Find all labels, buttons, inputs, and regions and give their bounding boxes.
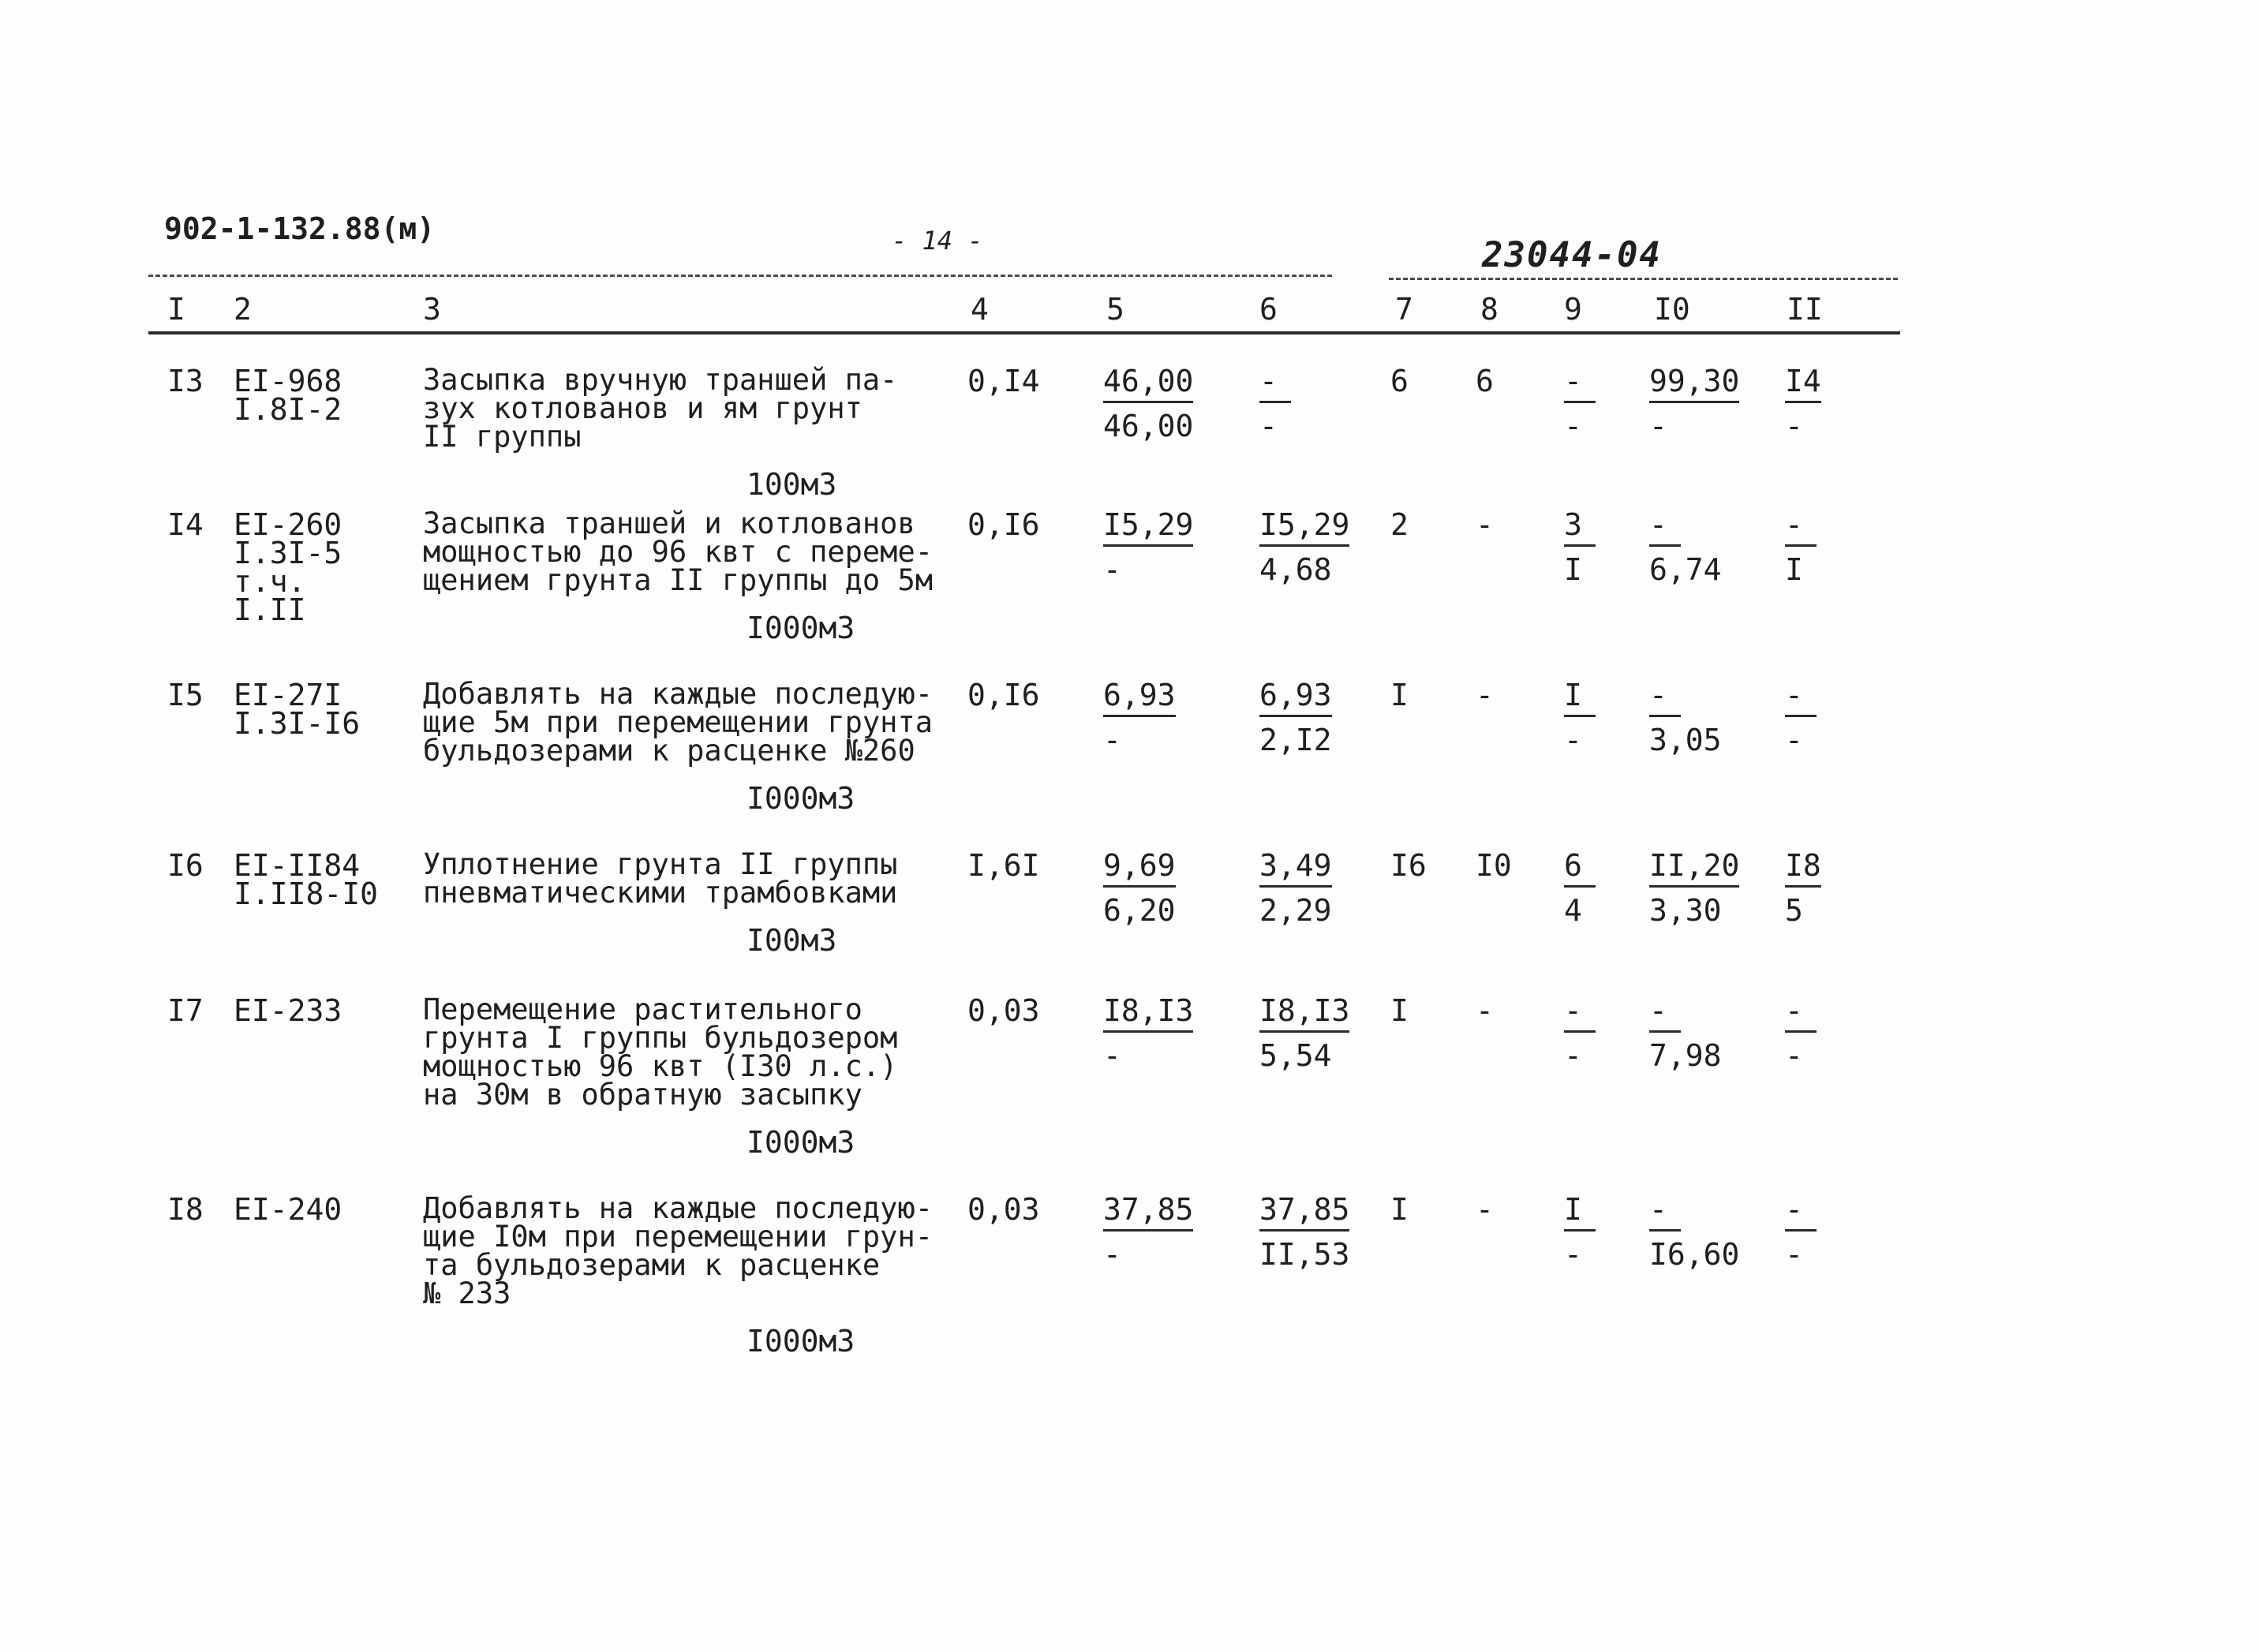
cost-fraction-c6: [1259, 507, 1350, 587]
fraction-top: I8,I3: [1103, 996, 1193, 1033]
measure-unit: 100м3: [746, 467, 837, 502]
fraction-top: -: [1785, 1194, 1817, 1232]
cost-fraction-c10: [1649, 1192, 1740, 1272]
labor-value: I6: [1390, 848, 1427, 883]
fraction-bottom: 2,I2: [1259, 723, 1332, 757]
work-description-line: Добавлять на каждые последую-: [423, 1191, 934, 1225]
document-code: 902-1-132.88(м): [164, 211, 436, 246]
work-description-line: № 233: [423, 1276, 511, 1310]
fraction-bottom: -: [1785, 1237, 1803, 1272]
work-description-line: грунта I группы бульдозером: [423, 1021, 898, 1055]
cost-fraction-c11: [1785, 848, 1872, 928]
fraction-bottom: -: [1564, 723, 1582, 757]
machine-labor-value: -: [1476, 507, 1494, 542]
fraction-top: I: [1564, 1194, 1596, 1232]
rate-code: I.II8-I0: [234, 876, 379, 911]
column-header-3: 3: [423, 292, 441, 327]
fraction-top: -: [1649, 680, 1681, 717]
column-header-9: 9: [1564, 292, 1582, 327]
cost-fraction-c11: [1785, 507, 1872, 587]
fraction-bottom: -: [1103, 1038, 1121, 1073]
fraction-top: 3: [1564, 510, 1596, 547]
rate-code: EI-968: [234, 364, 342, 398]
fraction-top: I: [1564, 680, 1596, 717]
archive-number: 23044-04: [1482, 235, 1662, 275]
cost-fraction-c10: [1649, 993, 1736, 1073]
fraction-top: I5,29: [1103, 510, 1193, 547]
measure-unit: I00м3: [746, 923, 837, 958]
quantity: 0,03: [967, 993, 1040, 1028]
fraction-bottom: 4,68: [1259, 552, 1332, 587]
rate-code: EI-240: [234, 1192, 342, 1227]
labor-value: I: [1390, 993, 1409, 1028]
fraction-bottom: I: [1785, 552, 1803, 587]
cost-fraction-c9: [1564, 848, 1651, 928]
rate-code: I.3I-I6: [234, 706, 361, 741]
fraction-bottom: -: [1785, 409, 1803, 443]
cost-fraction-c6: [1259, 1192, 1350, 1272]
row-number: I5: [167, 678, 204, 712]
cost-fraction-c10: [1649, 680, 1736, 755]
labor-value: I: [1390, 678, 1409, 712]
labor-value: 6: [1390, 364, 1409, 398]
fraction-top: -: [1785, 996, 1817, 1033]
fraction-bottom: 5: [1785, 893, 1803, 928]
fraction-top: I4: [1785, 366, 1821, 403]
fraction-top: I8: [1785, 850, 1821, 888]
fraction-top: -: [1785, 680, 1817, 717]
quantity: I,6I: [967, 848, 1040, 883]
rate-code: I.II: [234, 592, 306, 627]
rate-code: EI-260: [234, 507, 342, 542]
header-bottom-rule: [148, 331, 1900, 335]
fraction-bottom: -: [1785, 1038, 1803, 1073]
rate-code: I.8I-2: [234, 392, 342, 427]
rate-code: EI-233: [234, 993, 342, 1028]
work-description-line: Добавлять на каждые последую-: [423, 677, 934, 711]
quantity: 0,03: [967, 1192, 1040, 1227]
fraction-top: -: [1649, 996, 1681, 1033]
fraction-top: 6: [1564, 850, 1596, 888]
column-header-11: II: [1787, 292, 1823, 327]
column-header-1: I: [167, 292, 185, 327]
measure-unit: I000м3: [746, 611, 855, 645]
cost-fraction-c10: [1649, 848, 1740, 928]
page-number: - 14 -: [892, 226, 983, 256]
cost-fraction-c10: [1649, 507, 1736, 587]
fraction-bottom: 3,05: [1649, 723, 1722, 757]
cost-fraction-c9: [1564, 366, 1651, 441]
fraction-top: 6,93: [1103, 680, 1176, 717]
fraction-top: -: [1259, 366, 1291, 403]
work-description-line: щие I0м при перемещении грун-: [423, 1220, 934, 1254]
cost-fraction-c9: [1564, 993, 1651, 1073]
cost-fraction-c6: [1259, 993, 1350, 1073]
fraction-bottom: 3,30: [1649, 893, 1722, 928]
fraction-bottom: 46,00: [1103, 409, 1194, 443]
fraction-top: -: [1564, 996, 1596, 1033]
fraction-bottom: II,53: [1259, 1237, 1350, 1272]
column-header-8: 8: [1480, 292, 1499, 327]
fraction-bottom: I6,60: [1649, 1237, 1740, 1272]
work-description-line: Перемещение растительного: [423, 992, 862, 1026]
row-number: I8: [167, 1192, 204, 1227]
cost-fraction-c11: [1785, 680, 1872, 755]
work-description-line: мощностью 96 квт (I30 л.с.): [423, 1049, 898, 1083]
column-header-5: 5: [1106, 292, 1124, 327]
work-description-line: щие 5м при перемещении грунта: [423, 705, 934, 739]
fraction-bottom: -: [1564, 409, 1582, 443]
work-description-line: пневматическими трамбовками: [423, 876, 898, 910]
cost-fraction-c5: [1103, 993, 1194, 1073]
labor-value: 2: [1390, 507, 1409, 542]
fraction-bottom: -: [1259, 409, 1278, 443]
column-header-7: 7: [1395, 292, 1413, 327]
labor-value: I: [1390, 1192, 1409, 1227]
machine-labor-value: 6: [1476, 364, 1494, 398]
fraction-bottom: -: [1103, 1237, 1121, 1272]
cost-fraction-c11: [1785, 366, 1872, 441]
cost-fraction-c6: [1259, 366, 1346, 441]
cost-fraction-c5: [1103, 680, 1190, 755]
fraction-top: 37,85: [1259, 1194, 1349, 1232]
fraction-bottom: -: [1103, 552, 1121, 587]
page-number-value: 14: [922, 226, 953, 256]
quantity: 0,I6: [967, 507, 1040, 542]
work-description-line: II группы: [423, 420, 582, 454]
fraction-top: 37,85: [1103, 1194, 1193, 1232]
cost-fraction-c5: [1103, 507, 1194, 587]
measure-unit: I000м3: [746, 1324, 855, 1359]
column-header-10: I0: [1654, 292, 1690, 327]
cost-fraction-c5: [1103, 848, 1190, 928]
cost-fraction-c6: [1259, 680, 1346, 755]
fraction-top: I5,29: [1259, 510, 1349, 547]
work-description-line: мощностью до 96 квт с переме-: [423, 535, 934, 569]
fraction-bottom: -: [1785, 723, 1803, 757]
fraction-bottom: 7,98: [1649, 1038, 1722, 1073]
measure-unit: I000м3: [746, 1125, 855, 1160]
machine-labor-value: -: [1476, 993, 1494, 1028]
fraction-top: II,20: [1649, 850, 1739, 888]
work-description-line: зух котлованов и ям грунт: [423, 391, 862, 425]
cost-fraction-c9: [1564, 680, 1651, 755]
fraction-bottom: I: [1564, 552, 1582, 587]
machine-labor-value: I0: [1476, 848, 1512, 883]
column-header-2: 2: [234, 292, 252, 327]
column-header-6: 6: [1259, 292, 1278, 327]
row-number: I6: [167, 848, 204, 883]
fraction-top: -: [1785, 510, 1817, 547]
rate-code: I.3I-5: [234, 536, 342, 570]
rate-code: EI-27I: [234, 678, 342, 712]
cost-fraction-c11: [1785, 993, 1872, 1073]
quantity: 0,I6: [967, 678, 1040, 712]
fraction-top: 3,49: [1259, 850, 1332, 888]
rate-code: EI-II84: [234, 848, 361, 883]
quantity: 0,I4: [967, 364, 1040, 398]
cost-fraction-c5: [1103, 364, 1194, 443]
row-number: I3: [167, 364, 204, 398]
column-header-4: 4: [971, 292, 989, 327]
fraction-top: I8,I3: [1259, 996, 1349, 1033]
work-description-line: та бульдозерами к расценке: [423, 1248, 881, 1282]
fraction-bottom: 2,29: [1259, 893, 1332, 928]
fraction-top: -: [1649, 510, 1681, 547]
cost-fraction-c10: [1649, 364, 1740, 443]
fraction-top: -: [1649, 1194, 1681, 1232]
work-description-line: Засыпка траншей и котлованов: [423, 506, 915, 540]
fraction-bottom: -: [1564, 1038, 1582, 1073]
cost-fraction-c9: [1564, 1192, 1651, 1272]
fraction-bottom: 5,54: [1259, 1038, 1332, 1073]
machine-labor-value: -: [1476, 678, 1494, 712]
work-description-line: щением грунта II группы до 5м: [423, 563, 934, 597]
fraction-top: 6,93: [1259, 680, 1332, 717]
measure-unit: I000м3: [746, 781, 855, 816]
fraction-top: -: [1564, 366, 1596, 403]
fraction-top: 99,30: [1649, 366, 1739, 403]
fraction-bottom: -: [1103, 723, 1121, 757]
cost-fraction-c11: [1785, 1192, 1872, 1272]
cost-fraction-c9: [1564, 507, 1651, 587]
fraction-top: 46,00: [1103, 366, 1193, 403]
fraction-bottom: 6,20: [1103, 893, 1176, 928]
work-description-line: бульдозерами к расценке №260: [423, 734, 915, 768]
row-number: I7: [167, 993, 204, 1028]
top-rule-right: [1389, 278, 1898, 280]
fraction-bottom: 4: [1564, 893, 1582, 928]
row-number: I4: [167, 507, 204, 542]
work-description-line: на 30м в обратную засыпку: [423, 1078, 862, 1112]
fraction-bottom: -: [1564, 1237, 1582, 1272]
cost-fraction-c6: [1259, 848, 1346, 928]
top-rule-left: [148, 275, 1332, 277]
machine-labor-value: -: [1476, 1192, 1494, 1227]
fraction-top: 9,69: [1103, 850, 1176, 888]
work-description-line: Уплотнение грунта II группы: [423, 847, 898, 881]
fraction-bottom: -: [1649, 409, 1667, 443]
rate-code: т.ч.: [234, 564, 306, 599]
fraction-bottom: 6,74: [1649, 552, 1722, 587]
cost-fraction-c5: [1103, 1192, 1194, 1272]
work-description-line: Засыпка вручную траншей па-: [423, 363, 898, 397]
